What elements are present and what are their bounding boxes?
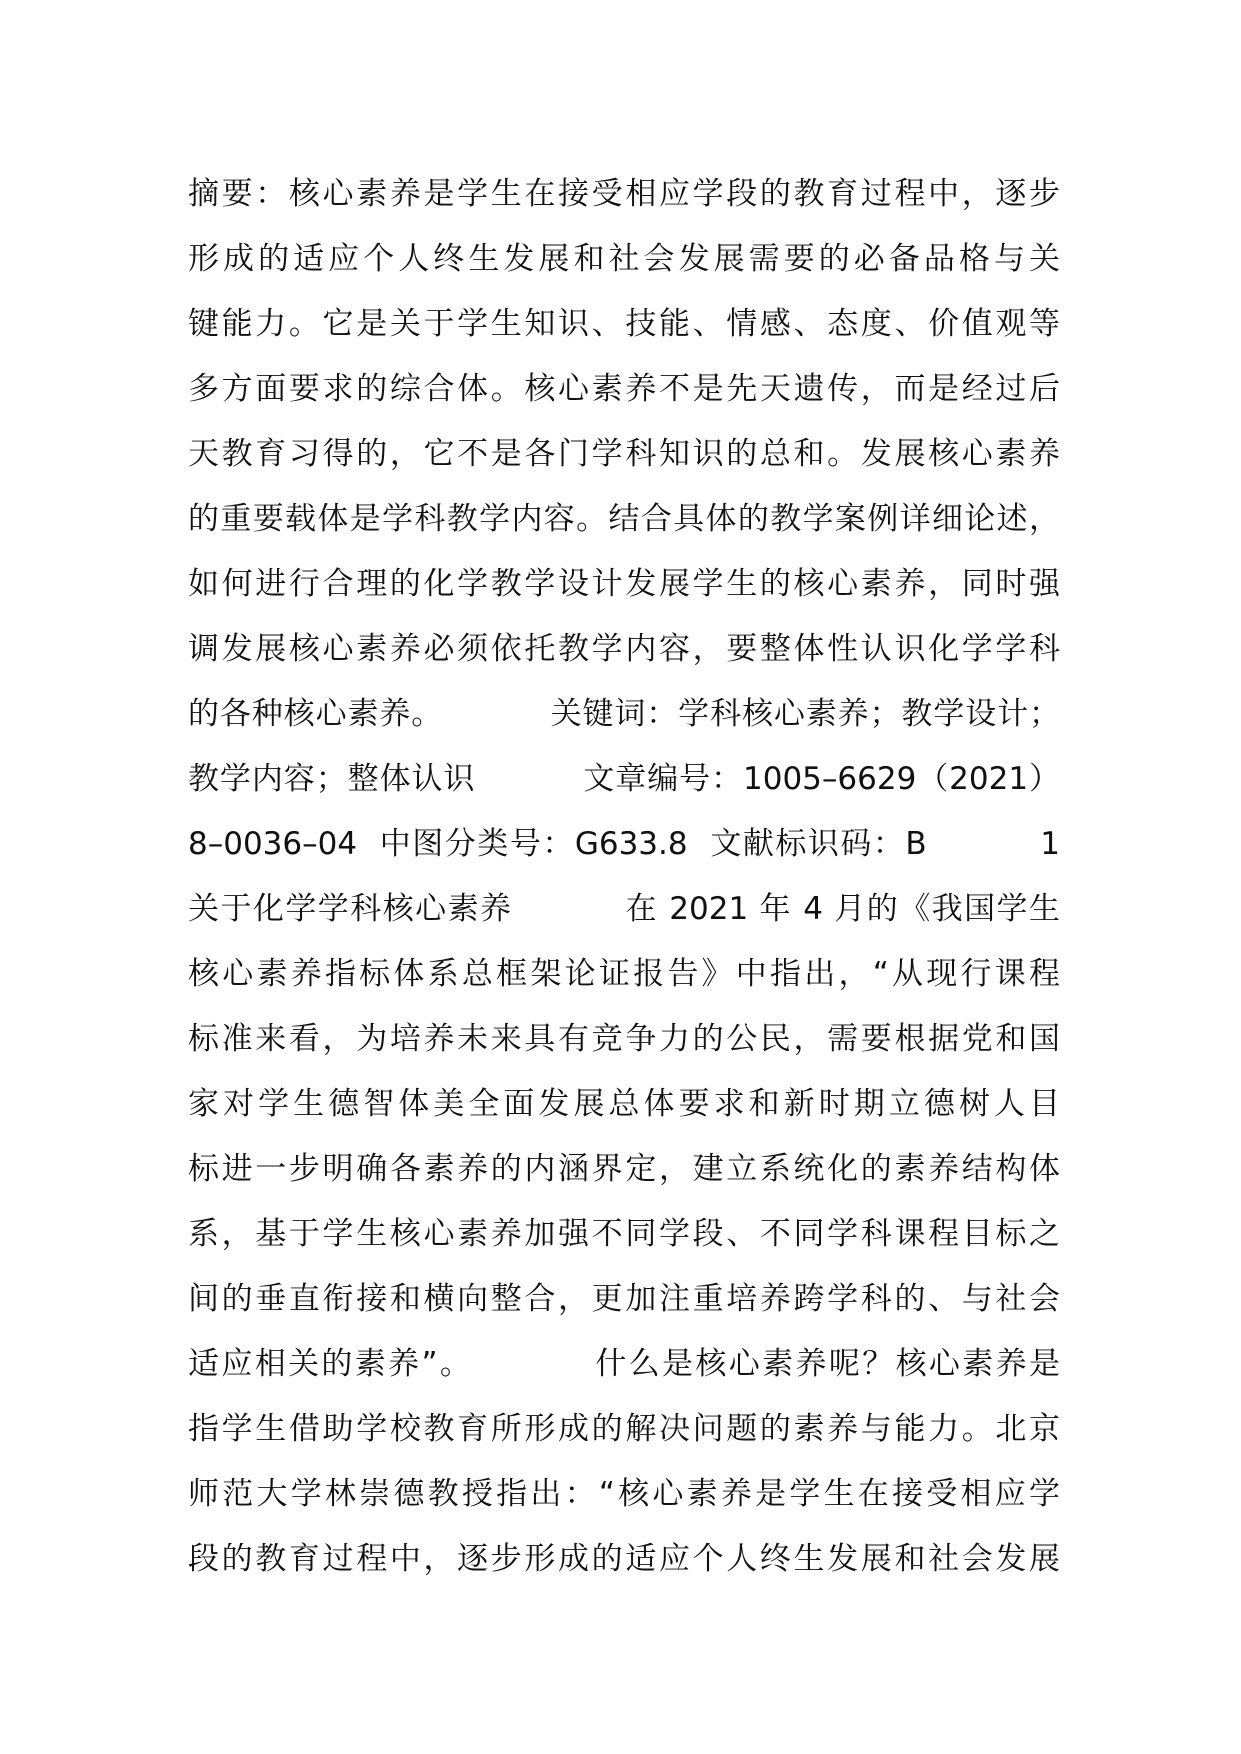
text-line: 的各种核心素养。 关键词：学科核心素养；教学设计； bbox=[188, 696, 1060, 732]
text-line: 系，基于学生核心素养加强不同学段、不同学科课程目标之 bbox=[188, 1216, 1060, 1252]
text-line: 家对学生德智体美全面发展总体要求和新时期立德树人目 bbox=[188, 1086, 1060, 1122]
text-line: 摘要：核心素养是学生在接受相应学段的教育过程中，逐步 bbox=[188, 176, 1060, 212]
text-line: 8–0036–04 中图分类号：G633.8 文献标识码：B 1 bbox=[188, 826, 1060, 862]
text-line: 的重要载体是学科教学内容。结合具体的教学案例详细论述， bbox=[188, 501, 1060, 537]
text-line: 多方面要求的综合体。核心素养不是先天遗传，而是经过后 bbox=[188, 371, 1060, 407]
text-line: 间的垂直衔接和横向整合，更加注重培养跨学科的、与社会 bbox=[188, 1281, 1060, 1317]
text-line: 关于化学学科核心素养 在 2021 年 4 月的《我国学生 bbox=[188, 891, 1060, 927]
text-line: 指学生借助学校教育所形成的解决问题的素养与能力。北京 bbox=[188, 1411, 1060, 1447]
text-line: 键能力。它是关于学生知识、技能、情感、态度、价值观等 bbox=[188, 306, 1060, 342]
text-line: 形成的适应个人终生发展和社会发展需要的必备品格与关 bbox=[188, 241, 1060, 277]
text-line: 天教育习得的，它不是各门学科知识的总和。发展核心素养 bbox=[188, 436, 1060, 472]
text-line: 标准来看，为培养未来具有竞争力的公民，需要根据党和国 bbox=[188, 1021, 1060, 1057]
text-line: 适应相关的素养”。 什么是核心素养呢？核心素养是 bbox=[188, 1346, 1060, 1382]
text-line: 师范大学林崇德教授指出：“核心素养是学生在接受相应学 bbox=[188, 1476, 1060, 1512]
text-line: 如何进行合理的化学教学设计发展学生的核心素养，同时强 bbox=[188, 566, 1060, 602]
body-text bbox=[188, 162, 1060, 1592]
text-line: 核心素养指标体系总框架论证报告》中指出，“从现行课程 bbox=[188, 956, 1060, 992]
text-line: 调发展核心素养必须依托教学内容，要整体性认识化学学科 bbox=[188, 631, 1060, 667]
text-line: 段的教育过程中，逐步形成的适应个人终生发展和社会发展 bbox=[188, 1541, 1060, 1577]
text-line: 教学内容；整体认识 文章编号：1005–6629（2021） bbox=[188, 761, 1060, 797]
text-line: 标进一步明确各素养的内涵界定，建立系统化的素养结构体 bbox=[188, 1151, 1060, 1187]
